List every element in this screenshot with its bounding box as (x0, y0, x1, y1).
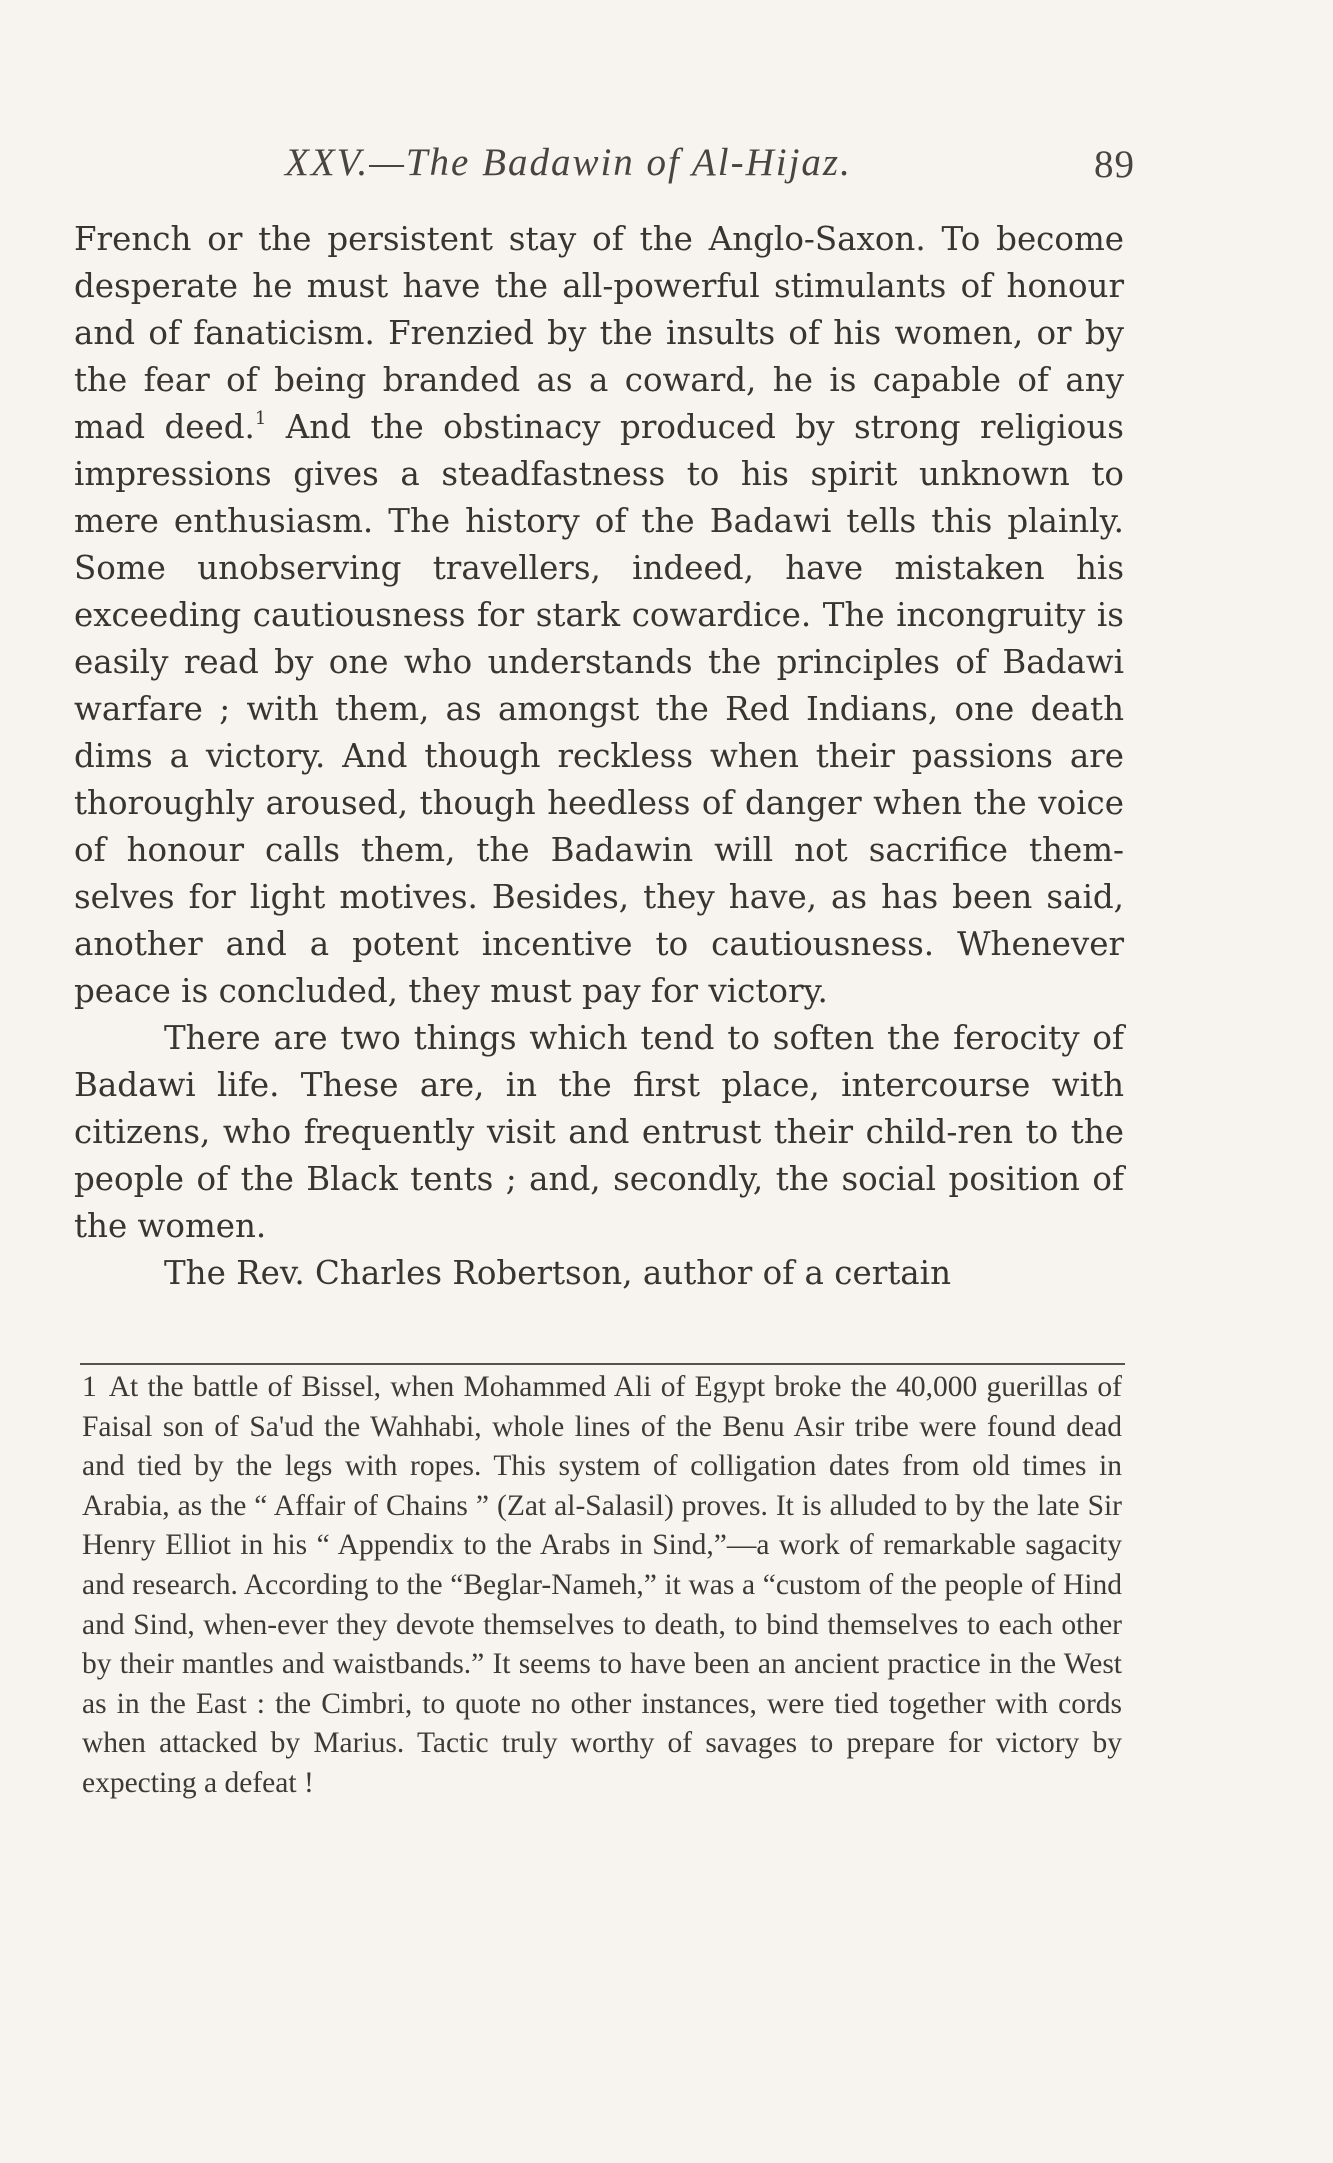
footnote-reference: 1 (254, 408, 267, 429)
footnote-divider (80, 1363, 1125, 1365)
paragraph-2: There are two things which tend to soften the ferocity of Badawi life. These are, in the first place, intercourse with citizens, who frequently visit and entrust their child-ren to the people of the Black tents ; and, secondly, the social position of the women. (74, 1019, 1124, 1245)
footnote-text: At the battle of Bissel, when Mohammed Ali of Egypt broke the 40,000 guerillas of Faisal son of Sa'ud the Wahhabi, whole lines of the Benu Asir tribe were found dead and tied by the legs with ropes. This system of colligation dates from old times in Arabia, as the “ Affair of Chains ” (Zat al-Salasil) proves. It is alluded to by the late Sir Henry Elliot in his “ Appendix to the Arabs in Sind,”—a work of remarkable sagacity and research. According to the “Beglar-Nameh,” it was a “custom of the people of Hind and Sind, when-ever they devote themselves to death, to bind themselves to each other by their mantles and waistbands.” It seems to have been an ancient practice in the West as in the East : the Cimbri, to quote no other instances, were tied together with cords when attacked by Marius. Tactic truly worthy of savages to prepare for victory by expecting a defeat ! (82, 1371, 1122, 1799)
paragraph-1-text-b: And the obstinacy produced by strong religious impressions gives a steadfastness to his spirit unknown to mere enthusiasm. The history of the Badawi tells this plainly. Some unobserving travellers, indeed, have mistaken his exceeding cautiousness for stark cowardice. The incongruity is easily read by one who understands the principles of Badawi warfare ; with them, as amongst the Red Indians, one death dims a victory. And though reckless when their passions are thoroughly aroused, though heedless of danger when the voice of honour calls them, the Badawin will not sacrifice them-selves for light motives. Besides, they have, as has been said, another and a potent incentive to cautiousness. Whenever peace is concluded, they must pay for victory. (74, 408, 1124, 1010)
page-number: 89 (1094, 143, 1135, 186)
running-title: XXV.—The Badawin of Al-Hijaz. (285, 141, 852, 184)
paragraph-1 (74, 216, 1124, 1015)
paragraph-1-text-a: French or the persistent stay of the Anglo-Saxon. To become desperate he must have the all-powerful stimulants of honour and of fanaticism. Frenzied by the insults of his women, or by the fear of being branded as a coward, he is capable of any mad deed. (74, 220, 1124, 446)
footnote-marker: 1 (82, 1371, 97, 1403)
body-text (74, 216, 1124, 1297)
paragraph-3: The Rev. Charles Robertson, author of a certain (164, 1254, 951, 1292)
running-head (285, 140, 1135, 190)
footnote (82, 1368, 1122, 1804)
